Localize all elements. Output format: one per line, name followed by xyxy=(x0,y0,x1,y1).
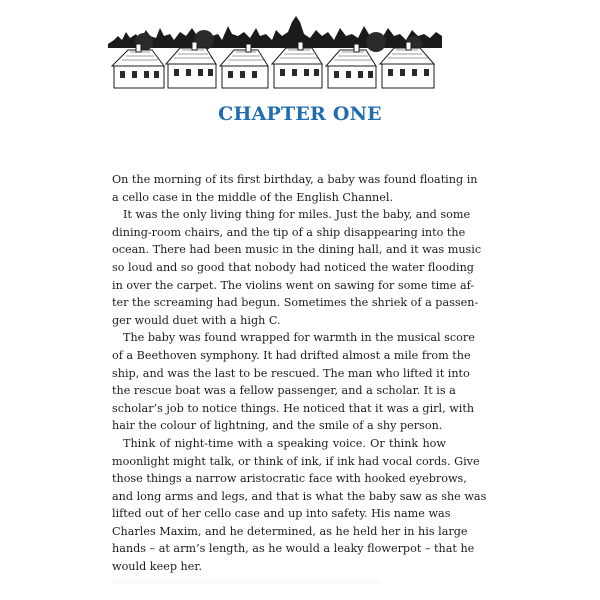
rooftops-cityscape-illustration xyxy=(108,14,442,90)
text-line: Charles Maxim, and he determined, as he held her in his large xyxy=(112,524,468,538)
text-line: The baby was found wrapped for warmth in the musical score xyxy=(123,331,475,345)
chapter-title: CHAPTER ONE xyxy=(218,103,382,125)
text-line: dining-room chairs, and the tip of a ship disappearing into the xyxy=(112,225,466,239)
text-line: would keep her. xyxy=(112,560,203,574)
text-line: moonlight might talk, or think of ink, if ink had vocal cords. Give xyxy=(112,454,480,468)
text-line: the rescue boat was a fellow passenger, and a scholar. It is a xyxy=(112,384,456,398)
text-line: hair the colour of lightning, and the smile of a shy person. xyxy=(112,419,443,433)
text-line: ger would duet with a high C. xyxy=(112,313,281,327)
text-line: ocean. There had been music in the dining hall, and it was music xyxy=(112,243,482,257)
text-line: ship, and was the last to be rescued. The man who lifted it into xyxy=(112,366,470,380)
chapter-body xyxy=(112,171,487,576)
text-line: of a Beethoven symphony. It had drifted almost a mile from the xyxy=(112,348,471,362)
text-line: It was the only living thing for miles. Just the baby, and some xyxy=(123,208,471,222)
text-line: ter the screaming had begun. Sometimes the shriek of a passen- xyxy=(112,296,479,310)
text-line: those things a narrow aristocratic face with hooked eyebrows, xyxy=(112,472,467,486)
text-line: and long arms and legs, and that is what the baby saw as she was xyxy=(112,489,487,503)
text-line: in over the carpet. The violins went on sawing for some time af- xyxy=(112,278,475,292)
text-line: hands – at arm’s length, as he would a leaky flowerpot – that he xyxy=(112,542,475,556)
text-line: lifted out of her cello case and up into safety. His name was xyxy=(112,507,451,521)
text-line: so loud and so good that nobody had noticed the water flooding xyxy=(112,260,474,274)
page-bottom-fade xyxy=(112,578,382,584)
text-line: On the morning of its first birthday, a baby was found floating in xyxy=(112,173,478,186)
text-line: scholar’s job to notice things. He noticed that it was a girl, with xyxy=(112,401,475,415)
text-line: Think of night-time with a speaking voice. Or think how xyxy=(123,436,446,450)
text-line: a cello case in the middle of the English Channel. xyxy=(112,190,393,204)
